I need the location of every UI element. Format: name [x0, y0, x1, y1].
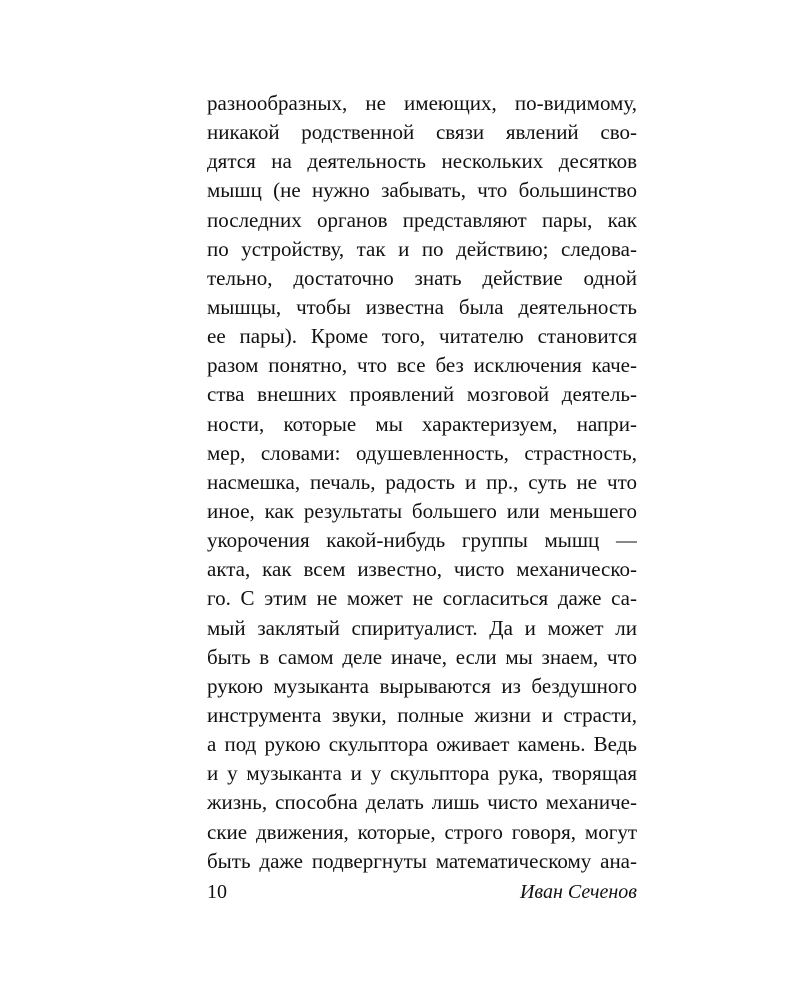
text-line: мышцы, чтобы известна была деятельность [207, 294, 637, 319]
text-line: тельно, достаточно знать действие одной [207, 265, 637, 290]
text-line: ее пары). Кроме того, читателю становится [207, 324, 637, 349]
body-text [207, 89, 637, 876]
page-number: 10 [207, 881, 227, 903]
text-line: быть в самом деле иначе, если мы знаем, что [207, 644, 637, 669]
text-line: ности, которые мы характеризуем, напри- [207, 411, 637, 436]
text-line: го. С этим не может не согласиться даже са- [207, 586, 637, 611]
text-line: быть даже подвергнуты математическому ана- [207, 848, 637, 873]
running-footer-author: Иван Сеченов [519, 881, 637, 903]
text-line: укорочения какой-нибудь группы мышц — [207, 528, 637, 553]
text-line: насмешка, печаль, радость и пр., суть не что [207, 469, 637, 494]
text-line: рукою музыканта вырываются из бездушного [207, 673, 637, 698]
text-line: инструмента звуки, полные жизни и страсти, [207, 702, 637, 727]
text-line: мер, словами: одушевленность, страстность, [207, 440, 637, 465]
text-line: разнообразных, не имеющих, по-видимому, [207, 91, 637, 115]
text-line: иное, как результаты большего или меньшего [207, 498, 637, 523]
text-line: разом понятно, что все без исключения каче- [207, 353, 637, 378]
text-line: и у музыканта и у скульптора рука, творящая [207, 761, 637, 786]
text-line: по устройству, так и по действию; следова- [207, 236, 637, 261]
text-line: ства внешних проявлений мозговой деятель- [207, 382, 637, 407]
text-line: акта, как всем известно, чисто механическо- [207, 557, 637, 582]
text-line: никакой родственной связи явлений сво- [207, 120, 637, 145]
text-line: дятся на деятельность нескольких десятков [207, 149, 637, 174]
text-line: жизнь, способна делать лишь чисто механиче- [207, 790, 637, 815]
text-line: ские движения, которые, строго говоря, могут [207, 819, 637, 844]
text-line: мышц (не нужно забывать, что большинство [207, 178, 637, 203]
text-line: мый заклятый спиритуалист. Да и может ли [207, 615, 637, 640]
text-line: а под рукою скульптора оживает камень. Ведь [207, 732, 637, 757]
text-line: последних органов представляют пары, как [207, 207, 637, 232]
